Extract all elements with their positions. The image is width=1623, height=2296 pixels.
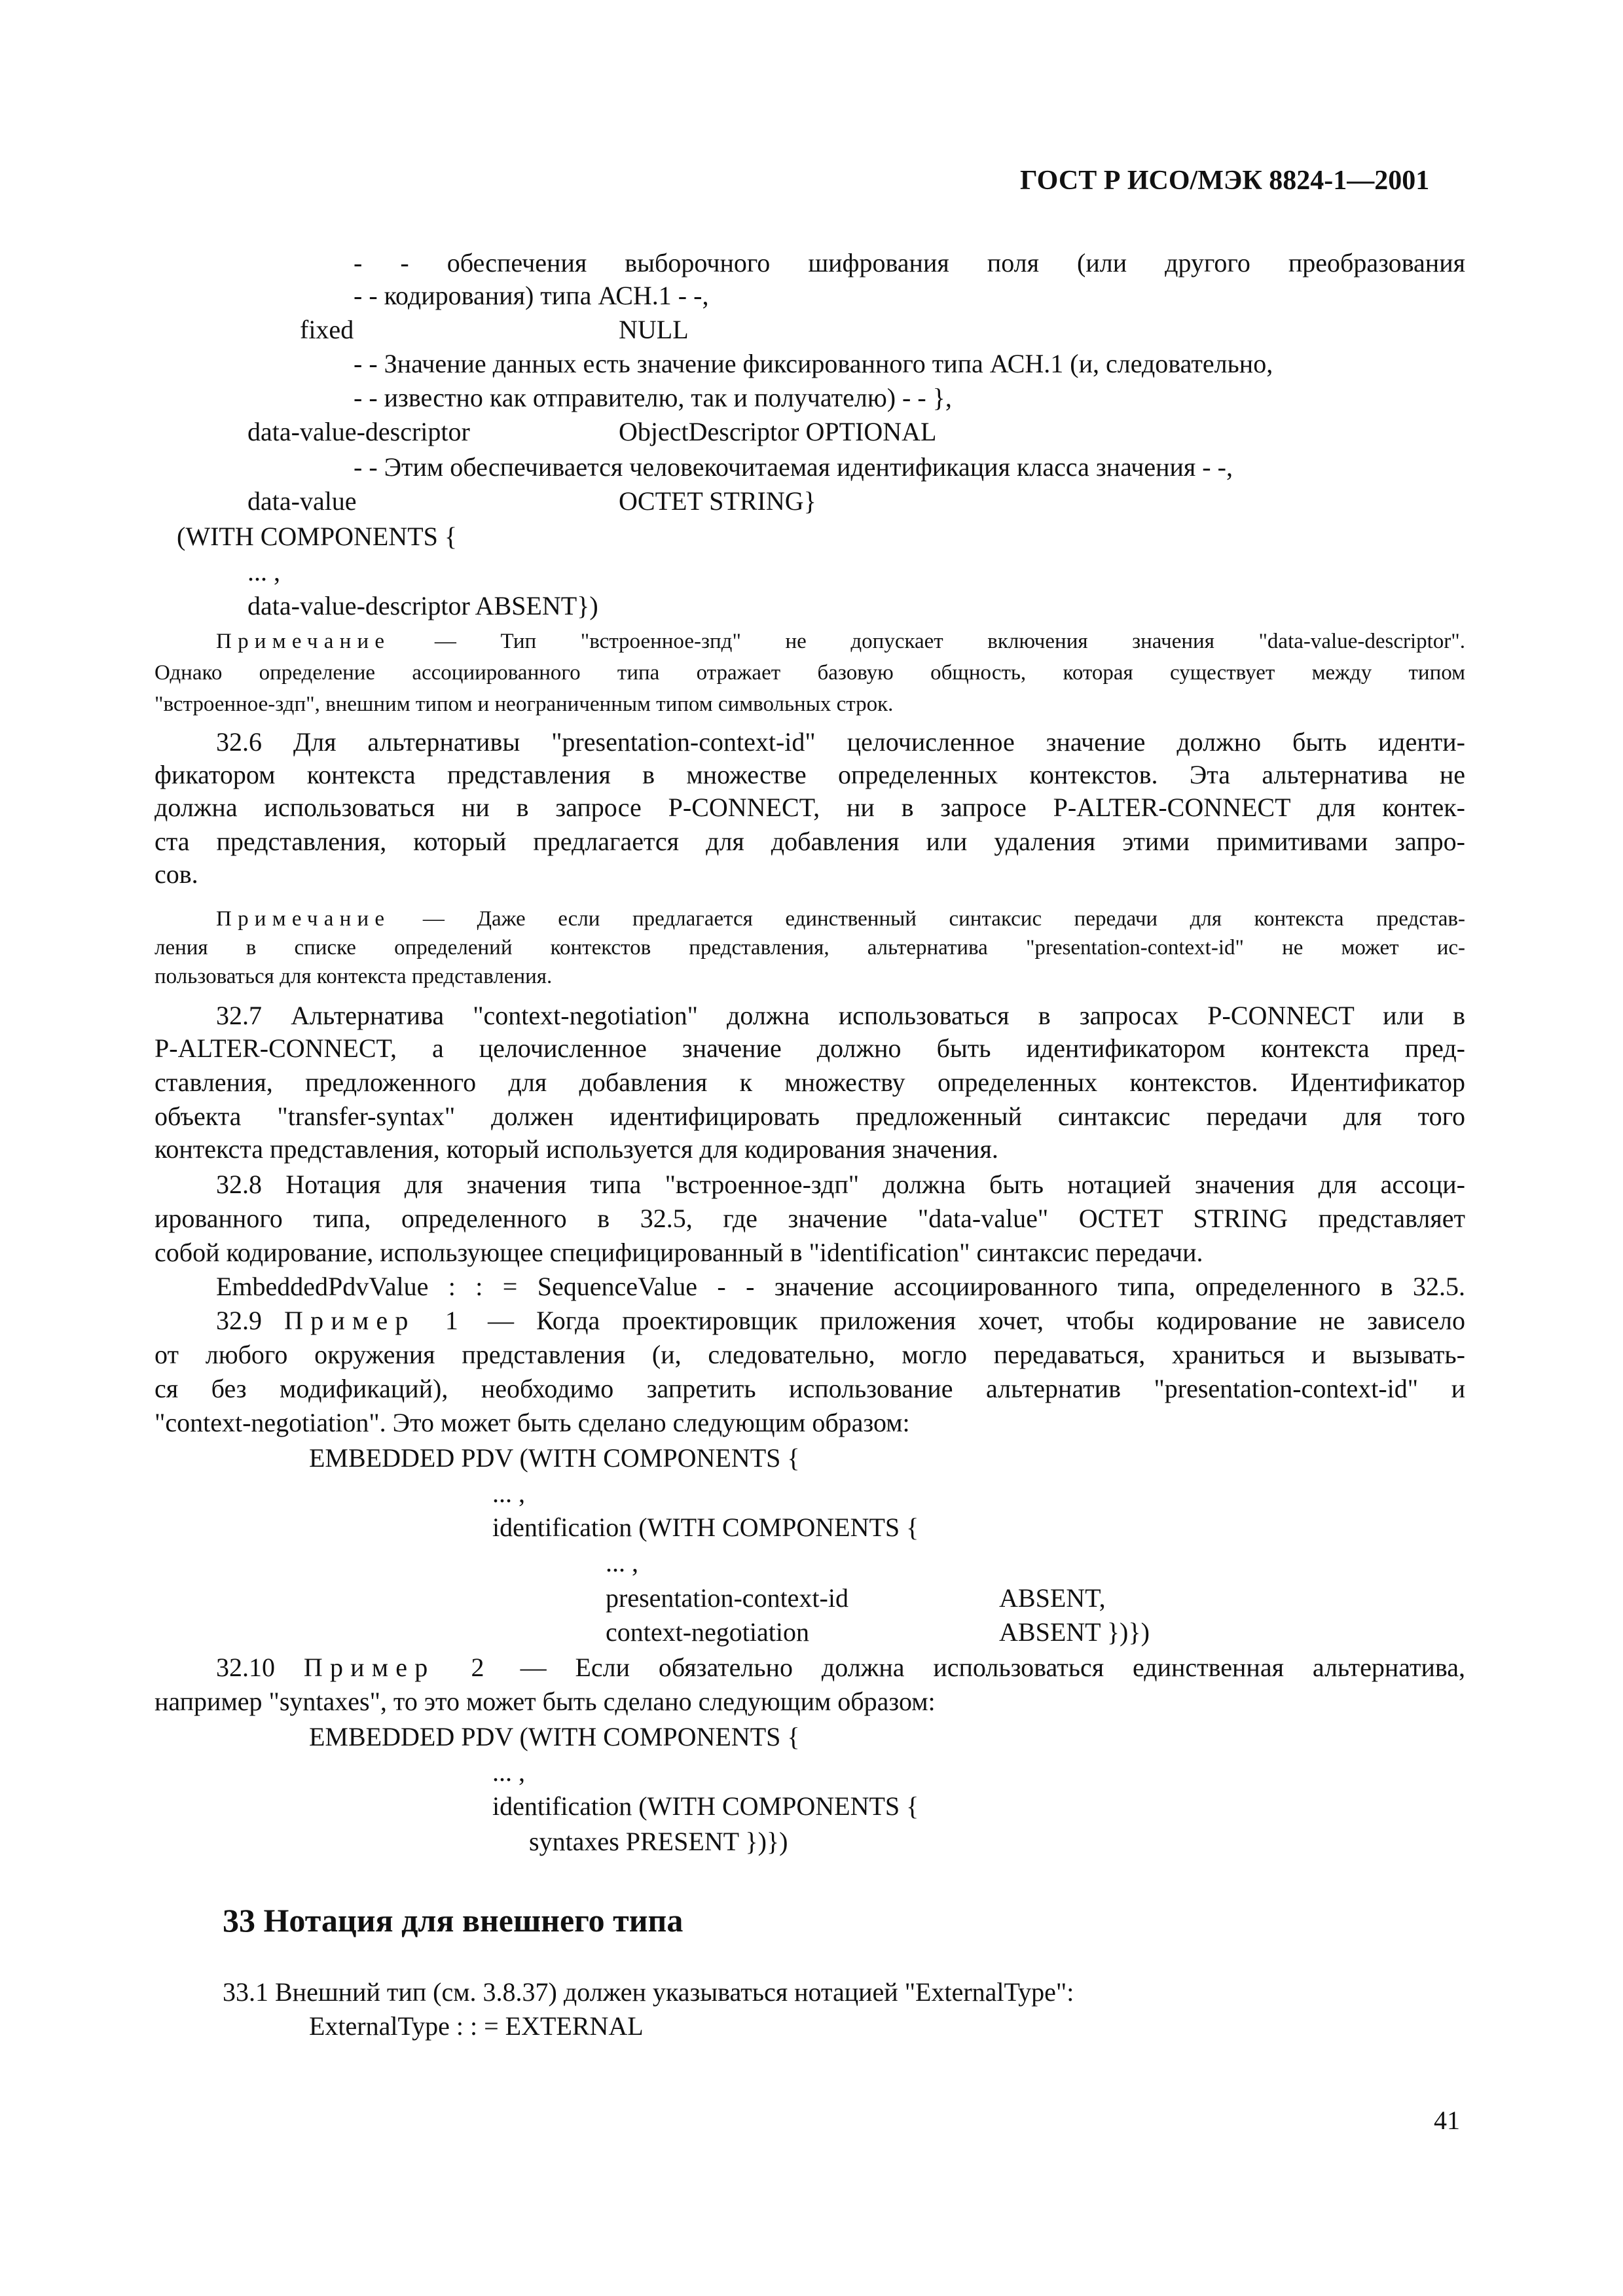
code-line: ... ,: [606, 1548, 638, 1577]
code-line-name: fixed: [300, 315, 354, 344]
code-line: ExternalType : : = EXTERNAL: [309, 2011, 644, 2041]
example-label: Пример 1: [284, 1306, 466, 1335]
paragraph-line: EmbeddedPdvValue : : = SequenceValue - - значение ассоциированного типа, определенного в 32.5.: [216, 1272, 1465, 1301]
paragraph-line: "context-negotiation". Это может быть сделано следующим образом:: [155, 1408, 910, 1437]
code-line-value: ABSENT,: [999, 1583, 1106, 1613]
code-line-type: ObjectDescriptor OPTIONAL: [619, 417, 937, 446]
code-line: (WITH COMPONENTS {: [177, 522, 458, 551]
paragraph-line: от любого окружения представления (и, следовательно, могло передаваться, храниться и вызывать-: [155, 1340, 1465, 1369]
note-line: Примечание — Тип "встроенное-зпд" не допускает включения значения "data-value-descriptor".: [216, 630, 1466, 653]
note-line: "встроенное-здп", внешним типом и неограниченным типом символьных строк.: [155, 692, 894, 716]
code-line-name: context-negotiation: [606, 1617, 810, 1647]
code-line-name: presentation-context-id: [606, 1583, 848, 1613]
doc-header: ГОСТ Р ИСО/МЭК 8824-1—2001: [1020, 166, 1430, 196]
code-line: EMBEDDED PDV (WITH COMPONENTS {: [309, 1722, 800, 1751]
code-line-type: OCTET STRING}: [619, 486, 816, 516]
paragraph-line: ся без модификаций), необходимо запретить использование альтернатив "presentation-context-id" и: [155, 1374, 1465, 1403]
note-label: Примечание: [216, 630, 391, 653]
paragraph-line: например "syntaxes", то это может быть сделано следующим образом:: [155, 1687, 936, 1716]
note-line: Однако определение ассоциированного типа отражает базовую общность, которая существует между типом: [155, 661, 1465, 685]
code-line-value: ABSENT })}): [999, 1617, 1150, 1647]
paragraph-line: 32.8 Нотация для значения типа "встроенное-здп" должна быть нотацией значения для ассоци-: [216, 1170, 1465, 1199]
code-line: ... ,: [492, 1479, 525, 1508]
code-line-type: NULL: [619, 315, 689, 344]
paragraph-line: должна использоваться ни в запросе P-CONNECT, ни в запросе P-ALTER-CONNECT для контек-: [155, 793, 1465, 822]
code-line: ... ,: [492, 1757, 525, 1787]
code-line: - - кодирования) типа АСН.1 - -,: [354, 281, 709, 310]
paragraph-line: 33.1 Внешний тип (см. 3.8.37) должен указываться нотацией "ExternalType":: [223, 1977, 1074, 2007]
paragraph-line: ста представления, который предлагается для добавления или удаления этими примитивами запро-: [155, 827, 1465, 856]
paragraph-line: фикатором контекста представления в множестве определенных контекстов. Эта альтернатива не: [155, 760, 1465, 789]
paragraph-line: 32.10 Пример 2 — Если обязательно должна использоваться единственная альтернатива,: [216, 1653, 1465, 1682]
note-label: Примечание: [216, 907, 391, 931]
paragraph-line: 32.6 Для альтернативы "presentation-context-id" целочисленное значение должно быть иденти-: [216, 727, 1465, 757]
note-line: ления в списке определений контекстов представления, альтернатива "presentation-context-id" не может ис-: [155, 936, 1465, 960]
code-line: - - Значение данных есть значение фиксированного типа АСН.1 (и, следовательно,: [354, 349, 1273, 378]
paragraph-line: 32.9 Пример 1 — Когда проектировщик приложения хочет, чтобы кодирование не зависело: [216, 1306, 1466, 1335]
code-line: ... ,: [247, 557, 280, 586]
code-line-name: data-value: [247, 486, 357, 516]
paragraph-line: собой кодирование, использующее специфицированный в "identification" синтаксис передачи.: [155, 1238, 1203, 1267]
paragraph-line: P-ALTER-CONNECT, а целочисленное значение должно быть идентификатором контекста пред-: [155, 1033, 1465, 1063]
page-number: 41: [1434, 2106, 1460, 2135]
code-line: identification (WITH COMPONENTS {: [492, 1791, 919, 1821]
note-line: Примечание — Даже если предлагается единственный синтаксис передачи для контекста представ-: [216, 907, 1465, 931]
code-line: - - известно как отправителю, так и получателю) - - },: [354, 383, 952, 412]
section-heading: 33 Нотация для внешнего типа: [223, 1902, 684, 1939]
paragraph-line: ированного типа, определенного в 32.5, где значение "data-value" OCTET STRING представляет: [155, 1204, 1465, 1233]
example-label: Пример 2: [303, 1653, 492, 1682]
code-line: syntaxes PRESENT })}): [529, 1827, 788, 1856]
paragraph-line: сов.: [155, 859, 198, 889]
paragraph-line: 32.7 Альтернатива "context-negotiation" должна использоваться в запросах P-CONNECT или в: [216, 1001, 1465, 1030]
code-line-name: data-value-descriptor: [247, 417, 470, 446]
code-line: data-value-descriptor ABSENT}): [247, 591, 598, 620]
code-line: EMBEDDED PDV (WITH COMPONENTS {: [309, 1443, 800, 1473]
code-line: - - обеспечения выборочного шифрования поля (или другого преобразования: [354, 248, 1465, 278]
code-line: - - Этим обеспечивается человекочитаемая идентификация класса значения - -,: [354, 452, 1233, 482]
paragraph-line: ставления, предложенного для добавления к множеству определенных контекстов. Идентификатор: [155, 1067, 1465, 1097]
code-line: identification (WITH COMPONENTS {: [492, 1513, 919, 1542]
paragraph-line: контекста представления, который используется для кодирования значения.: [155, 1134, 998, 1164]
paragraph-line: объекта "transfer-syntax" должен идентифицировать предложенный синтаксис передачи для того: [155, 1102, 1465, 1131]
note-line: пользоваться для контекста представления.: [155, 965, 553, 988]
